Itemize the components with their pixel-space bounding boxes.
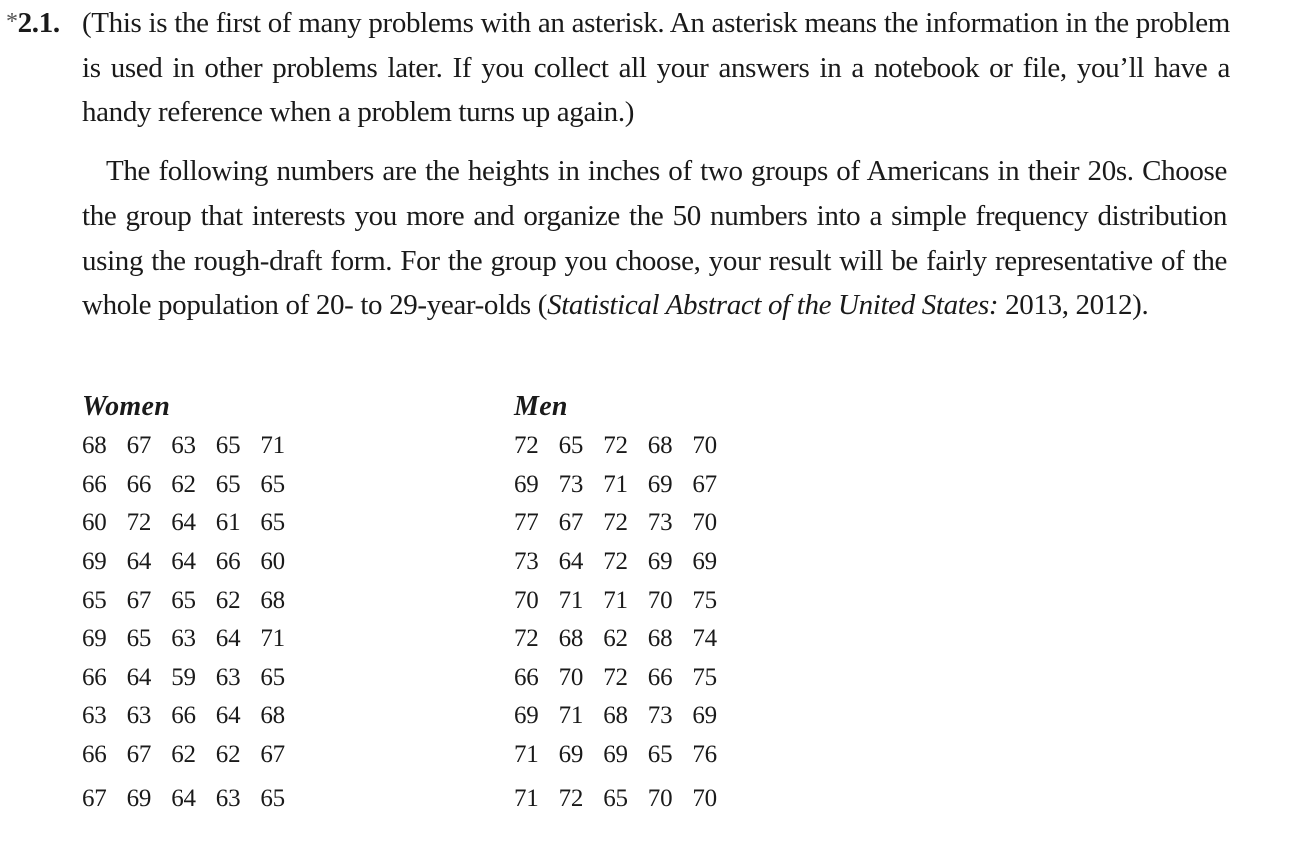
source-title: Statistical Abstract of the United States: <box>547 289 999 322</box>
height-value: 64 <box>126 548 152 576</box>
height-value: 68 <box>603 702 628 730</box>
height-value: 60 <box>82 509 107 537</box>
height-value: 72 <box>603 432 628 460</box>
men-heights-table <box>514 427 737 818</box>
men-group-title: Men <box>514 391 568 422</box>
height-value: 69 <box>514 702 539 730</box>
height-row <box>514 697 737 736</box>
height-row <box>82 697 305 736</box>
height-value: 65 <box>647 741 673 769</box>
height-value: 67 <box>82 784 107 812</box>
height-value: 63 <box>82 702 107 730</box>
women-group-title: Women <box>82 391 171 422</box>
height-value: 64 <box>215 702 241 730</box>
height-value: 71 <box>260 625 285 653</box>
height-value: 71 <box>558 702 584 730</box>
height-value: 71 <box>260 432 285 460</box>
height-value: 64 <box>558 548 584 576</box>
height-value: 70 <box>647 586 673 614</box>
height-value: 59 <box>171 663 196 691</box>
height-value: 65 <box>215 432 241 460</box>
height-value: 65 <box>171 586 196 614</box>
height-value: 62 <box>171 470 196 498</box>
height-value: 69 <box>558 741 584 769</box>
height-value: 68 <box>260 702 285 730</box>
height-value: 68 <box>647 625 673 653</box>
height-value: 71 <box>514 784 539 812</box>
height-value: 70 <box>514 586 539 614</box>
height-value: 67 <box>692 470 717 498</box>
height-value: 71 <box>558 586 584 614</box>
height-value: 68 <box>647 432 673 460</box>
height-value: 60 <box>260 548 285 576</box>
height-value: 72 <box>514 432 539 460</box>
height-value: 66 <box>514 663 539 691</box>
men-heights-group <box>514 389 737 818</box>
height-value: 65 <box>260 509 285 537</box>
height-row <box>514 736 737 775</box>
height-value: 65 <box>82 586 107 614</box>
height-value: 68 <box>260 586 285 614</box>
height-row <box>82 620 305 659</box>
height-value: 65 <box>126 625 152 653</box>
height-row <box>514 504 737 543</box>
height-value: 77 <box>514 509 539 537</box>
height-value: 67 <box>260 741 285 769</box>
height-value: 70 <box>692 432 717 460</box>
height-value: 68 <box>558 625 584 653</box>
problem-marker <box>6 1 60 48</box>
asterisk-marker: * <box>6 9 18 35</box>
height-value: 61 <box>215 509 241 537</box>
height-value: 65 <box>260 470 285 498</box>
height-value: 69 <box>82 548 107 576</box>
height-value: 64 <box>171 509 196 537</box>
height-value: 67 <box>126 432 152 460</box>
height-value: 66 <box>171 702 196 730</box>
problem-body <box>82 149 1227 328</box>
height-value: 70 <box>647 784 673 812</box>
height-value: 67 <box>126 741 152 769</box>
height-value: 70 <box>692 784 717 812</box>
height-value: 74 <box>692 625 717 653</box>
height-row <box>82 581 305 620</box>
height-value: 64 <box>171 784 196 812</box>
height-row <box>514 466 737 505</box>
height-value: 69 <box>647 470 673 498</box>
height-value: 70 <box>692 509 717 537</box>
body-text: The following numbers are the heights in inches of two groups of Americans in their 20s. Choose the group that interests you more and organize the 50 numbers into a simple frequency distribution using the rough-draft form. For the group you choose, your result will be fairly representative of the whole population of 20- to 29-year-olds ( <box>82 155 1227 322</box>
height-value: 64 <box>171 548 196 576</box>
height-value: 66 <box>82 663 107 691</box>
height-value: 65 <box>558 432 584 460</box>
height-value: 72 <box>126 509 152 537</box>
height-value: 70 <box>558 663 584 691</box>
source-rest: 2013, 2012). <box>998 289 1149 322</box>
height-value: 69 <box>603 741 628 769</box>
height-value: 62 <box>171 741 196 769</box>
height-value: 65 <box>215 470 241 498</box>
height-value: 73 <box>647 702 673 730</box>
height-value: 71 <box>603 586 628 614</box>
height-value: 76 <box>692 741 717 769</box>
height-row <box>514 581 737 620</box>
problem-number: 2.1. <box>17 7 60 39</box>
height-value: 71 <box>603 470 628 498</box>
height-value: 68 <box>82 432 107 460</box>
height-row <box>82 466 305 505</box>
height-row <box>514 620 737 659</box>
height-value: 72 <box>603 663 628 691</box>
height-value: 72 <box>558 784 584 812</box>
height-value: 75 <box>692 663 717 691</box>
height-row <box>82 427 305 466</box>
women-heights-table <box>82 427 305 818</box>
height-value: 66 <box>82 741 107 769</box>
intro-text: (This is the first of many problems with an asterisk. An asterisk means the information in the problem is used in other problems later. If you collect all your answers in a notebook or file, you’ll have a handy reference when a problem turns up again.) <box>82 7 1230 128</box>
height-value: 64 <box>215 625 241 653</box>
height-value: 63 <box>171 432 196 460</box>
height-value: 69 <box>692 548 717 576</box>
height-value: 69 <box>126 784 152 812</box>
height-value: 66 <box>647 663 673 691</box>
height-value: 69 <box>647 548 673 576</box>
problem-intro <box>6 1 1230 135</box>
height-row <box>82 736 305 775</box>
height-value: 65 <box>603 784 628 812</box>
height-row <box>514 779 737 818</box>
height-value: 62 <box>603 625 628 653</box>
height-row <box>82 543 305 582</box>
height-value: 64 <box>126 663 152 691</box>
height-value: 62 <box>215 586 241 614</box>
height-row <box>514 427 737 466</box>
height-row <box>514 543 737 582</box>
height-value: 69 <box>692 702 717 730</box>
height-value: 63 <box>126 702 152 730</box>
height-value: 72 <box>603 548 628 576</box>
height-value: 65 <box>260 663 285 691</box>
height-value: 71 <box>514 741 539 769</box>
height-row <box>514 659 737 698</box>
height-value: 69 <box>514 470 539 498</box>
women-heights-group <box>82 389 305 818</box>
height-value: 67 <box>126 586 152 614</box>
height-row <box>82 779 305 818</box>
height-value: 63 <box>215 663 241 691</box>
height-value: 75 <box>692 586 717 614</box>
height-value: 72 <box>514 625 539 653</box>
height-value: 73 <box>514 548 539 576</box>
height-value: 66 <box>82 470 107 498</box>
height-value: 73 <box>558 470 584 498</box>
height-value: 65 <box>260 784 285 812</box>
height-value: 63 <box>215 784 241 812</box>
height-value: 72 <box>603 509 628 537</box>
height-value: 63 <box>171 625 196 653</box>
height-value: 73 <box>647 509 673 537</box>
height-row <box>82 659 305 698</box>
height-value: 66 <box>126 470 152 498</box>
height-value: 66 <box>215 548 241 576</box>
height-value: 62 <box>215 741 241 769</box>
height-value: 67 <box>558 509 584 537</box>
height-row <box>82 504 305 543</box>
height-value: 69 <box>82 625 107 653</box>
